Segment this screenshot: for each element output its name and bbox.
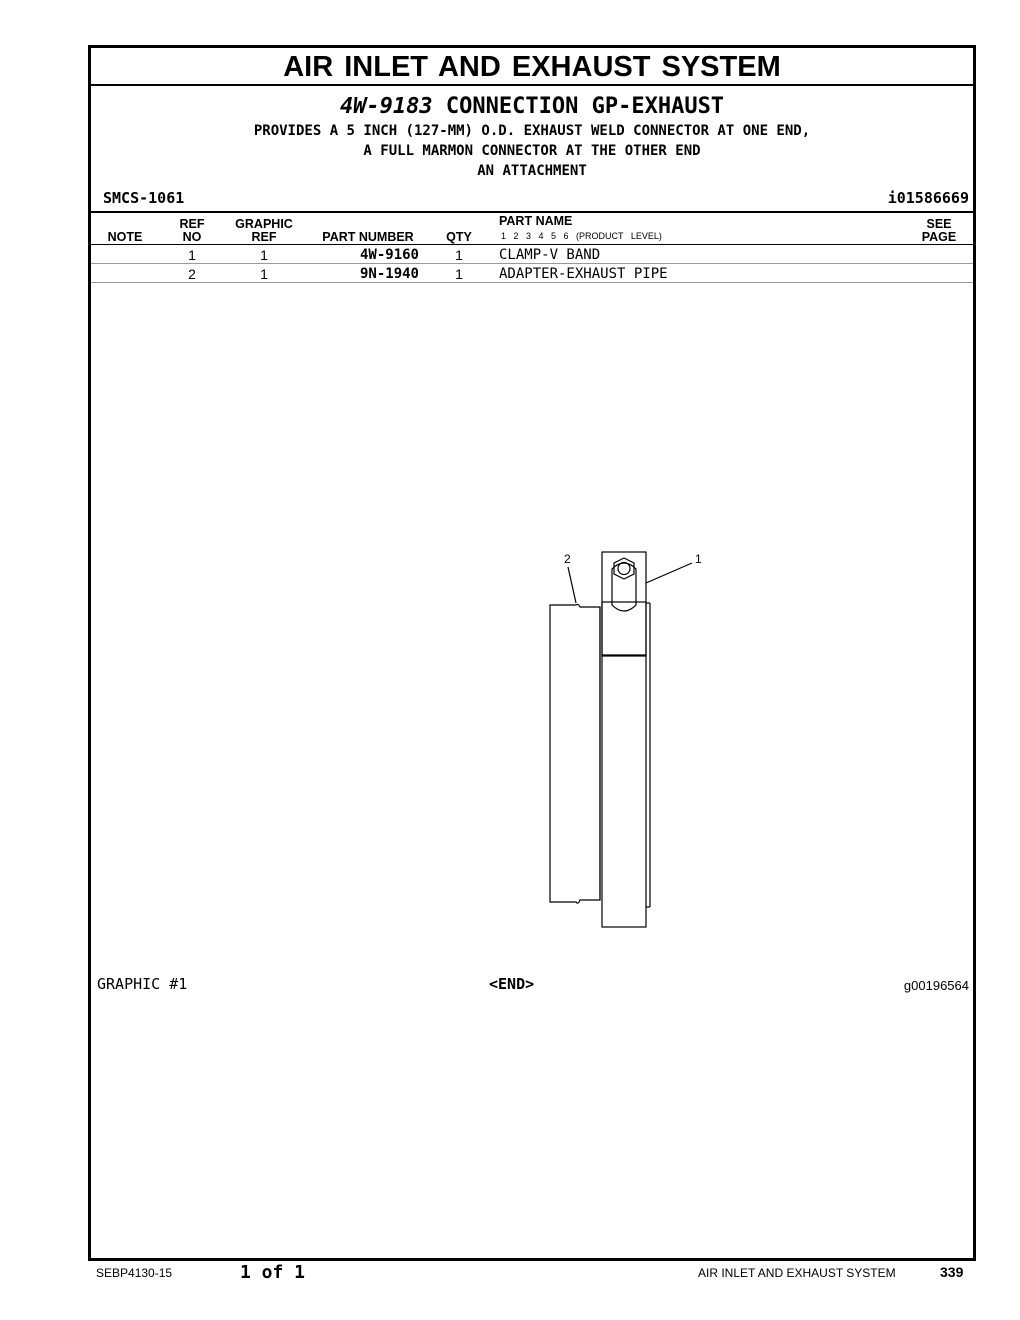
description-line-3: AN ATTACHMENT	[477, 163, 587, 179]
col-see-page-bottom: PAGE	[921, 230, 957, 244]
row-graphic-ref: 1	[260, 266, 268, 282]
product-levels: 1 2 3 4 5 6 (PRODUCT LEVEL)	[501, 231, 662, 241]
clamp-slot	[612, 563, 636, 611]
section-title: AIR INLET AND EXHAUST SYSTEM	[91, 48, 973, 86]
clamp-band	[602, 602, 646, 927]
group-part-number[interactable]: 4W-9183	[339, 94, 433, 119]
row-part-name: ADAPTER-EXHAUST PIPE	[499, 266, 668, 282]
clamp-bolt-block	[602, 552, 646, 656]
col-qty: QTY	[446, 230, 472, 244]
callout-1: 1	[695, 552, 702, 566]
graphic-id: g00196564	[903, 978, 969, 993]
hex-nut	[614, 558, 634, 579]
col-graphic-ref-bottom: REF	[251, 230, 277, 244]
col-ref-no-top: REF	[179, 217, 205, 231]
leader-1	[646, 563, 692, 583]
header-divider	[91, 211, 973, 213]
leader-2	[568, 567, 576, 603]
group-name: CONNECTION GP-EXHAUST	[445, 94, 725, 119]
row-divider	[91, 282, 973, 283]
description-line-1: PROVIDES A 5 INCH (127-MM) O.D. EXHAUST WELD CONNECTOR AT ONE END,	[253, 123, 811, 139]
row-graphic-ref: 1	[260, 247, 268, 263]
col-ref-no-bottom: NO	[182, 230, 202, 244]
col-part-number: PART NUMBER	[322, 230, 414, 244]
footer-section: AIR INLET AND EXHAUST SYSTEM	[698, 1266, 896, 1280]
footer-doc-number: SEBP4130-15	[96, 1266, 173, 1280]
page-frame	[88, 45, 976, 1261]
group-heading	[91, 94, 973, 119]
col-see-page-top: SEE	[926, 217, 952, 231]
row-ref-no: 1	[188, 247, 196, 263]
row-part-number[interactable]: 9N-1940	[359, 266, 419, 282]
row-divider	[91, 263, 973, 264]
col-part-name: PART NAME	[499, 214, 573, 228]
row-qty: 1	[455, 247, 463, 263]
row-ref-no: 2	[188, 266, 196, 282]
description-line-2: A FULL MARMON CONNECTOR AT THE OTHER END	[363, 143, 701, 159]
row-part-number[interactable]: 4W-9160	[359, 247, 419, 263]
table-header-line	[91, 244, 973, 245]
parts-illustration	[540, 545, 710, 935]
row-qty: 1	[455, 266, 463, 282]
col-note: NOTE	[107, 230, 143, 244]
graphic-label: GRAPHIC #1	[97, 975, 188, 993]
row-part-name: CLAMP-V BAND	[499, 247, 601, 263]
footer-page-of: 1 of 1	[240, 1262, 306, 1283]
footer-page-number: 339	[940, 1264, 964, 1280]
callout-2: 2	[564, 552, 571, 566]
adapter-outline	[550, 604, 600, 903]
col-graphic-ref-top: GRAPHIC	[235, 217, 293, 231]
smcs-code: SMCS-1061	[103, 189, 185, 207]
end-marker: <END>	[489, 975, 535, 993]
illustration-id: i01586669	[887, 189, 969, 207]
